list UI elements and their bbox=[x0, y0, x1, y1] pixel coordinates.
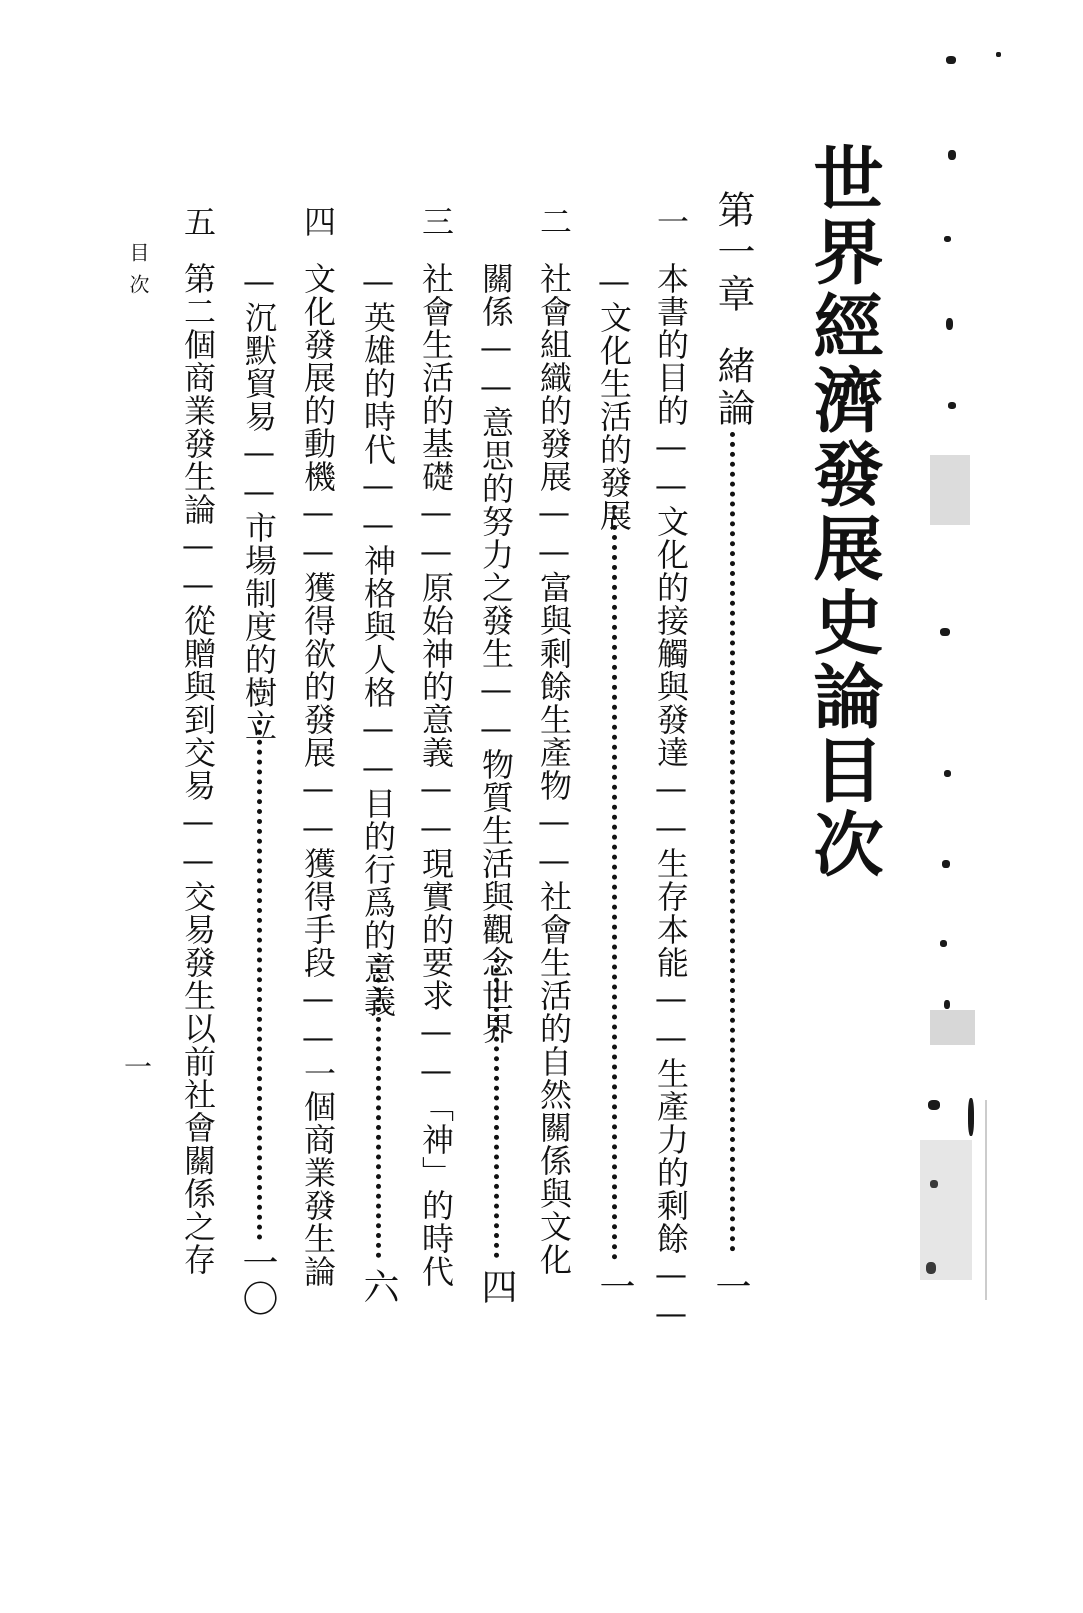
section-1-leader-dots bbox=[612, 505, 617, 1260]
scan-speck bbox=[940, 628, 950, 636]
section-3-number: 三 bbox=[417, 205, 455, 237]
section-4-leader-dots bbox=[257, 720, 262, 1240]
scan-smudge bbox=[920, 1140, 972, 1280]
section-3-line-2: —英雄的時代——神格與人格——目的行爲的意義 bbox=[359, 262, 397, 1018]
scan-smudge bbox=[930, 1010, 975, 1045]
scan-speck bbox=[944, 1000, 950, 1009]
scan-speck bbox=[996, 52, 1001, 57]
section-2-page-number: 四 bbox=[476, 1268, 517, 1304]
scan-speck bbox=[940, 940, 947, 947]
scan-edge-line bbox=[985, 1100, 987, 1300]
scan-speck bbox=[928, 1100, 940, 1110]
section-3-line-1: 社會生活的基礎——原始神的意義——現實的要求——「神」的時代 bbox=[417, 262, 455, 1288]
scan-speck bbox=[948, 402, 956, 409]
folio: 一 bbox=[120, 1052, 153, 1080]
page-title: 世界經濟發展史論目次 bbox=[802, 142, 885, 882]
section-1-line-2: —文化生活的發展 bbox=[595, 262, 633, 532]
running-header: 目次 bbox=[126, 242, 150, 306]
section-5-line-1: 第二個商業發生論——從贈與到交易——交易發生以前社會關係之存 bbox=[179, 262, 217, 1276]
chapter-label: 第一章 bbox=[711, 190, 755, 316]
scan-speck bbox=[948, 150, 956, 160]
section-1-page-number: 一 bbox=[594, 1268, 635, 1304]
section-1-number: 一 bbox=[652, 205, 690, 237]
section-2-number: 二 bbox=[535, 205, 573, 237]
scan-speck bbox=[946, 318, 953, 330]
chapter-name: 緒論 bbox=[711, 346, 755, 430]
section-5-number: 五 bbox=[179, 205, 217, 237]
section-4-number: 四 bbox=[299, 205, 337, 237]
section-4-line-2: —沉默貿易——市場制度的樹立 bbox=[240, 262, 278, 742]
section-3-page-number: 六 bbox=[358, 1268, 399, 1304]
scan-speck bbox=[944, 770, 951, 777]
section-1-line-1: 本書的目的——文化的接觸與發達——生存本能——生產力的剩餘—— bbox=[652, 262, 690, 1333]
section-2-leader-dots bbox=[494, 958, 499, 1258]
scan-smudge bbox=[930, 455, 970, 525]
section-2-line-2: 關係——意思的努力之發生——物質生活與觀念世界 bbox=[477, 262, 515, 1045]
chapter-page-number: 一 bbox=[710, 1268, 751, 1304]
scan-speck bbox=[942, 860, 950, 868]
scan-speck bbox=[946, 56, 956, 64]
chapter-leader-dots bbox=[730, 432, 735, 1252]
section-3-leader-dots bbox=[376, 958, 381, 1258]
section-4-page-number: 一〇 bbox=[237, 1244, 278, 1316]
section-4-line-1: 文化發展的動機——獲得欲的發展——獲得手段——一個商業發生論 bbox=[299, 262, 337, 1288]
scan-speck bbox=[944, 236, 951, 242]
chapter-heading bbox=[711, 190, 755, 430]
section-2-line-1: 社會組織的發展——富與剩餘生產物——社會生活的自然關係與文化 bbox=[535, 262, 573, 1276]
scan-speck bbox=[968, 1098, 974, 1136]
